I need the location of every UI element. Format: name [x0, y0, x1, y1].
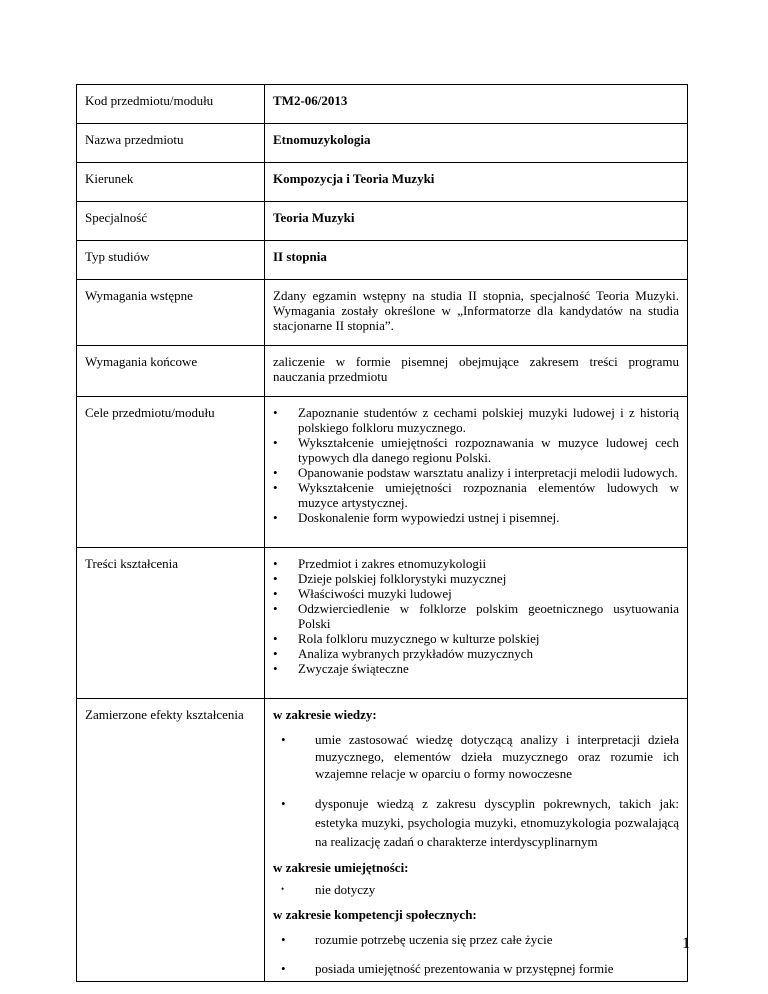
row-efekty	[77, 699, 688, 982]
wiedza-list	[273, 731, 679, 851]
row-kierunek	[77, 163, 688, 202]
list-item: • rozumie potrzebę uczenia się przez całe życie	[273, 931, 679, 948]
value-efekty	[265, 699, 688, 982]
value-koncowe: zaliczenie w formie pisemnej obejmujące zakresem treści programu nauczania przedmiotu	[265, 346, 688, 397]
label-kierunek: Kierunek	[77, 163, 265, 202]
row-typ	[77, 241, 688, 280]
list-item: • posiada umiejętność prezentowania w przystępnej formie	[273, 960, 679, 977]
label-nazwa: Nazwa przedmiotu	[77, 124, 265, 163]
label-efekty: Zamierzone efekty kształcenia	[77, 699, 265, 982]
row-koncowe	[77, 346, 688, 397]
value-nazwa: Etnomuzykologia	[265, 124, 688, 163]
label-wstepne: Wymagania wstępne	[77, 280, 265, 346]
list-item: • umie zastosować wiedzę dotyczącą analizy i interpretacji dzieła muzycznego, elementów dzieła muzycznego oraz rozumie ich wzajemne relacje w oparciu o formy nowoczesne	[273, 731, 679, 782]
heading-wiedza: w zakresie wiedzy:	[273, 707, 377, 722]
value-wstepne: Zdany egzamin wstępny na studia II stopnia, specjalność Teoria Muzyki. Wymagania zostały określone w „Informatorze dla kandydatów na studia stacjonarne II stopnia”.	[265, 280, 688, 346]
value-kierunek: Kompozycja i Teoria Muzyki	[265, 163, 688, 202]
value-cele	[265, 397, 688, 548]
row-nazwa	[77, 124, 688, 163]
row-specjalnosc	[77, 202, 688, 241]
value-typ: II stopnia	[265, 241, 688, 280]
label-specjalnosc: Specjalność	[77, 202, 265, 241]
heading-kompetencje: w zakresie kompetencji społecznych:	[273, 907, 477, 922]
label-typ: Typ studiów	[77, 241, 265, 280]
list-item: • dysponuje wiedzą z zakresu dyscyplin pokrewnych, takich jak: estetyka muzyki, psychologia muzyki, etnomuzykologia pozwalającą na realizację zadań o charakterze interdyscyplinarnym	[273, 794, 679, 851]
umiejetnosci-list	[273, 881, 679, 898]
row-cele	[77, 397, 688, 548]
syllabus-table	[76, 84, 688, 982]
list-item: • Wykształcenie umiejętności rozpoznania elementów ludowych w muzyce artystycznej.	[273, 480, 679, 510]
value-tresci	[265, 548, 688, 699]
label-kod: Kod przedmiotu/modułu	[77, 85, 265, 124]
label-koncowe: Wymagania końcowe	[77, 346, 265, 397]
list-item: • Dzieje polskiej folklorystyki muzycznej	[273, 571, 679, 586]
list-item: • Analiza wybranych przykładów muzycznych	[273, 646, 679, 661]
list-item: • Odzwierciedlenie w folklorze polskim geoetnicznego usytuowania Polski	[273, 601, 679, 631]
row-tresci	[77, 548, 688, 699]
row-kod	[77, 85, 688, 124]
page-number: 1	[682, 935, 690, 952]
list-item: • nie dotyczy	[273, 881, 679, 898]
list-item: • Doskonalenie form wypowiedzi ustnej i pisemnej.	[273, 510, 679, 525]
list-item: • Rola folkloru muzycznego w kulturze polskiej	[273, 631, 679, 646]
list-item: • Przedmiot i zakres etnomuzykologii	[273, 556, 679, 571]
cele-list	[273, 405, 679, 525]
heading-umiejetnosci: w zakresie umiejętności:	[273, 860, 409, 875]
list-item: • Właściwości muzyki ludowej	[273, 586, 679, 601]
value-kod: TM2-06/2013	[265, 85, 688, 124]
row-wstepne	[77, 280, 688, 346]
list-item: • Wykształcenie umiejętności rozpoznawania w muzyce ludowej cech typowych dla danego regionu Polski.	[273, 435, 679, 465]
list-item: • Opanowanie podstaw warsztatu analizy i interpretacji melodii ludowych.	[273, 465, 679, 480]
list-item: • Zwyczaje świąteczne	[273, 661, 679, 676]
label-cele: Cele przedmiotu/modułu	[77, 397, 265, 548]
tresci-list	[273, 556, 679, 676]
value-specjalnosc: Teoria Muzyki	[265, 202, 688, 241]
list-item: • Zapoznanie studentów z cechami polskiej muzyki ludowej i z historią polskiego folkloru muzycznego.	[273, 405, 679, 435]
kompetencje-list	[273, 931, 679, 977]
label-tresci: Treści kształcenia	[77, 548, 265, 699]
